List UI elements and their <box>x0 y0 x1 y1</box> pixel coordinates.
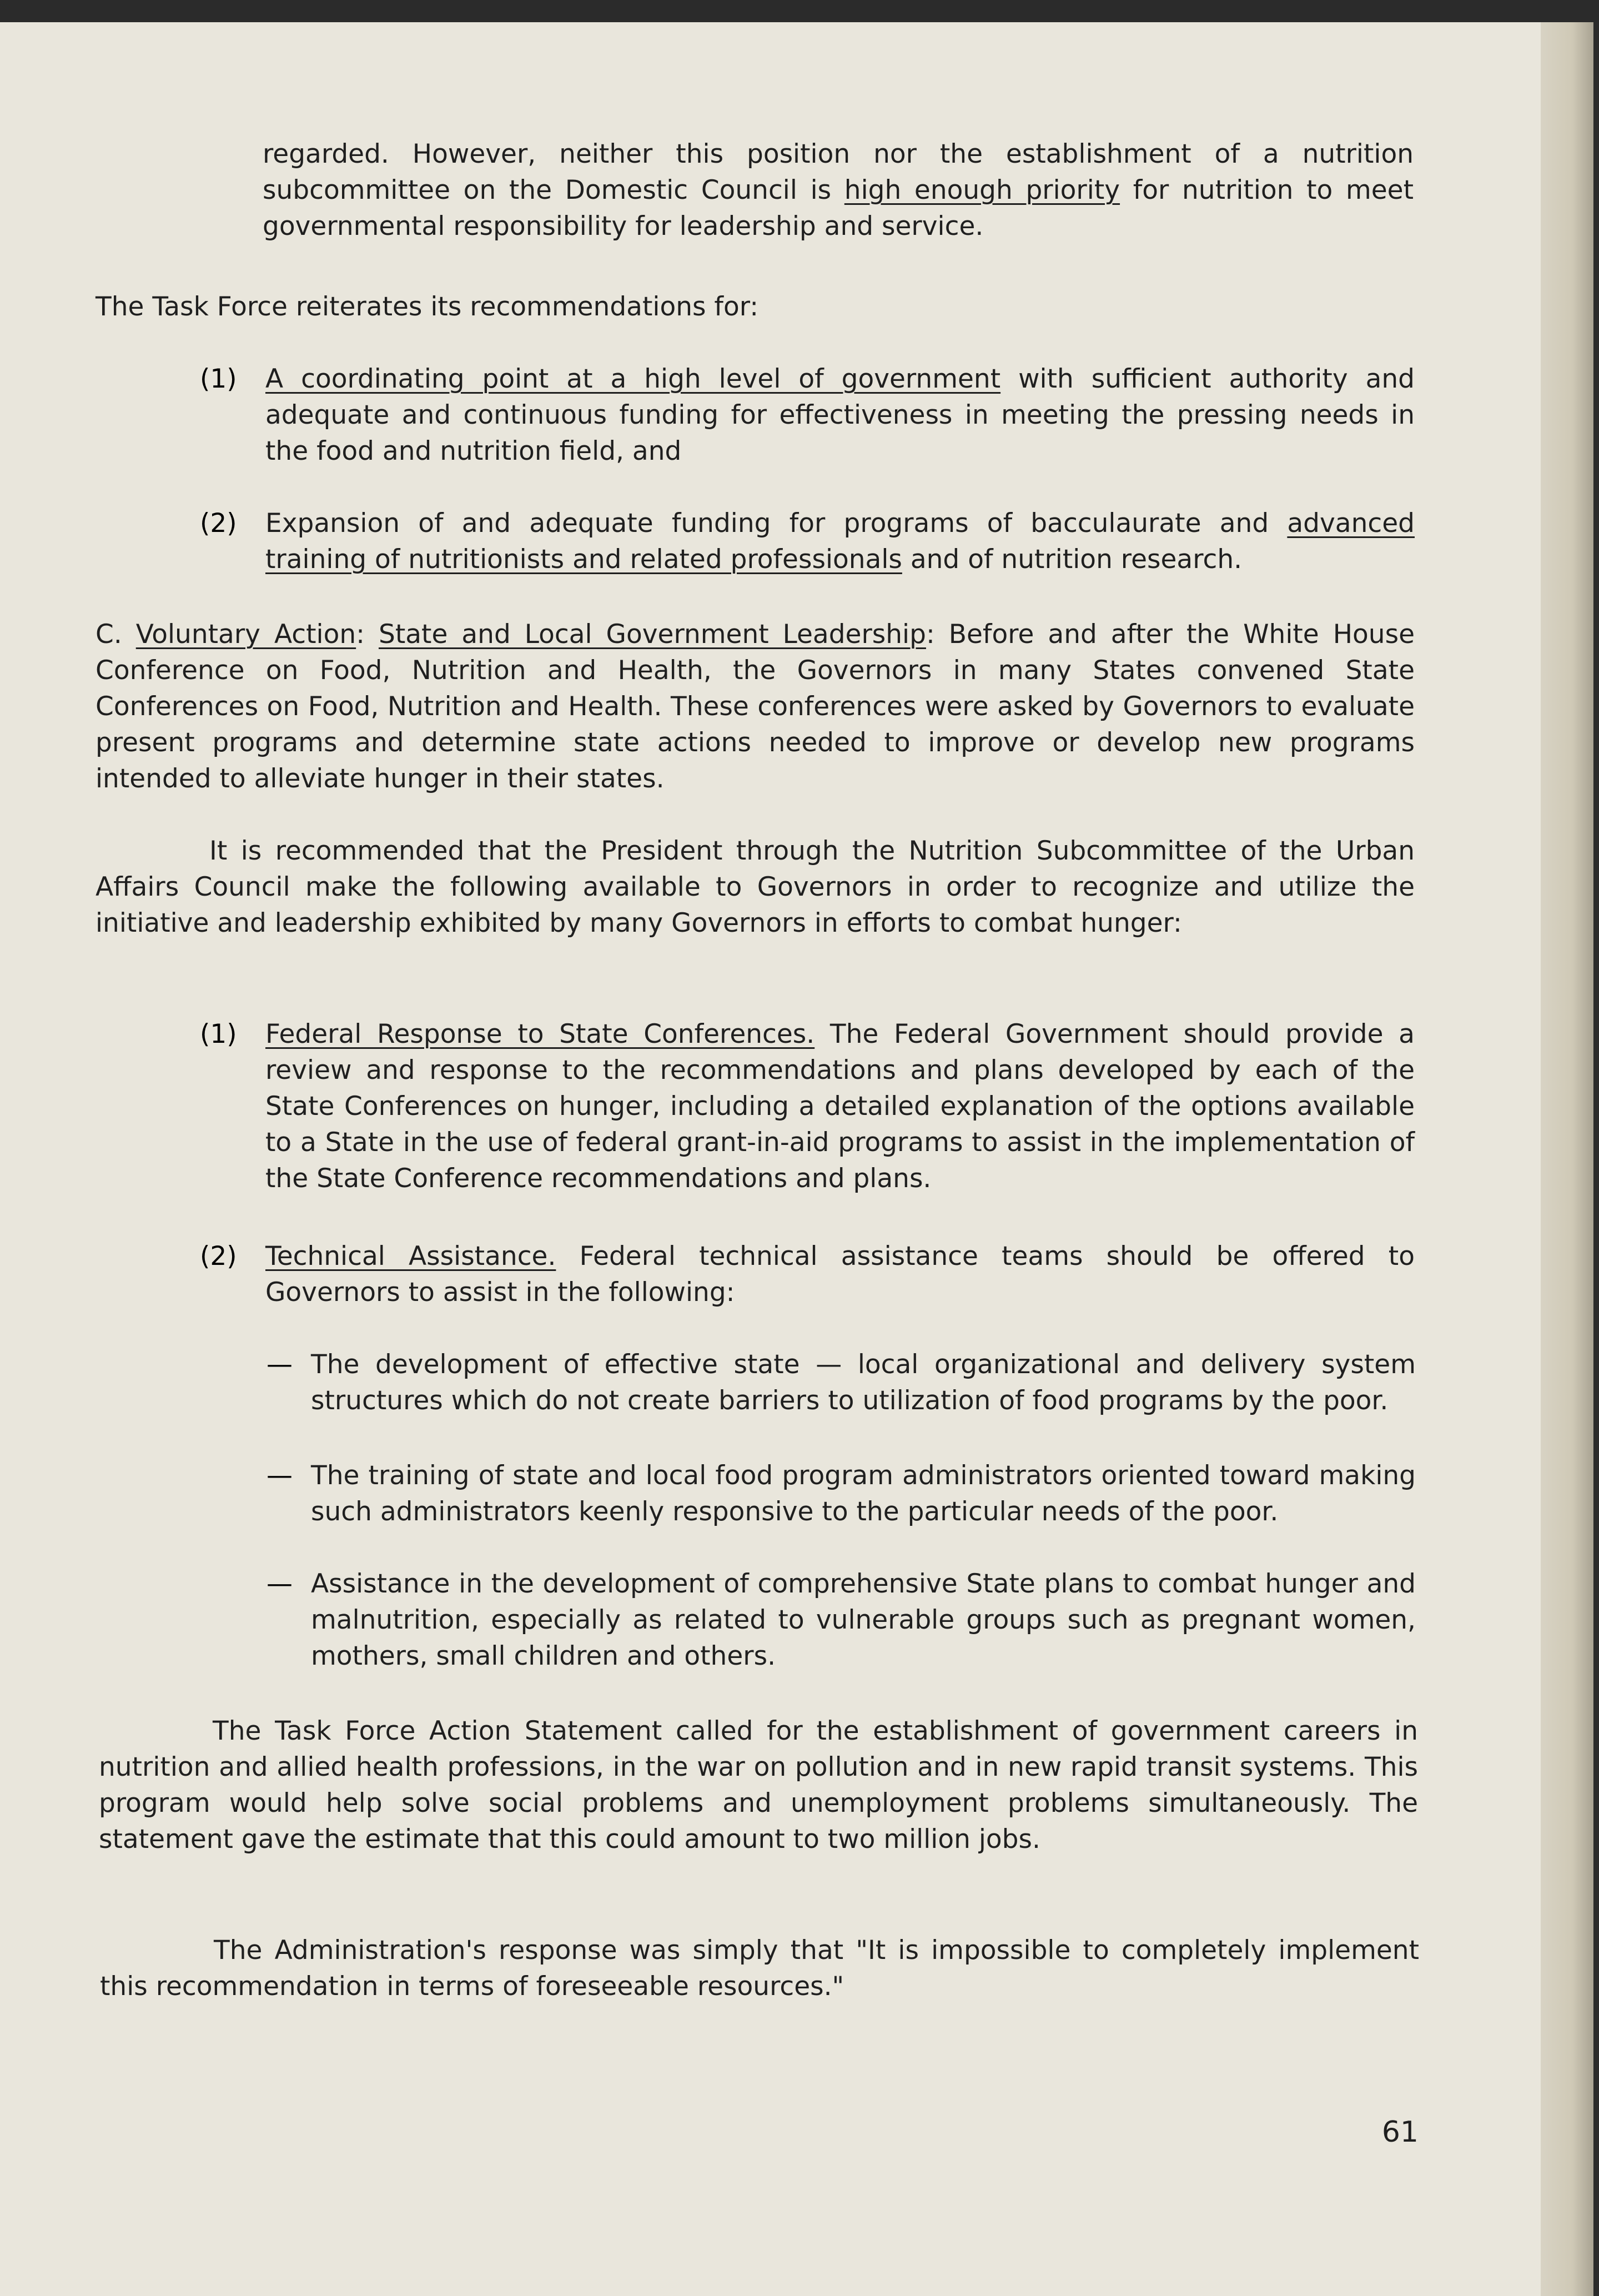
task-force-action-paragraph <box>99 1713 1418 1857</box>
item-number: (1) <box>200 1019 237 1049</box>
underlined-phrase: A coordinating point at a high level of government <box>265 364 1001 394</box>
dash-text: The development of effective state — local organizational and delivery system structures which do not create barriers to utilization of food programs by the poor. <box>311 1349 1416 1416</box>
underlined-phrase: advanced training of nutritionists and related professionals <box>265 508 1415 575</box>
paragraph-text: The Task Force Action Statement called for the establishment of government careers in nutrition and allied health professions, in the war on pollution and in new rapid transit systems. This program would help solve social problems and unemployment problems simultaneously. The statement gave the estimate that this could amount to two million jobs. <box>99 1716 1418 1855</box>
paragraph-text: regarded. However, neither this position nor the establishment of a nutrition subcommittee on the Domestic Council is <box>263 139 1414 205</box>
item-body: The Federal Government should provide a review and response to the recommendations and plans developed by each of the State Conferences on hunger, including a detailed explanation of the options available to a State in the use of federal grant-in-aid programs to assist in the implementation of the State Conference recommendations and plans. <box>265 1019 1415 1194</box>
item-body: Expansion of and adequate funding for programs of bacculaurate and <box>265 508 1288 539</box>
paragraph-text: for nutrition to meet governmental responsibility for leadership and service. <box>263 175 1414 242</box>
underlined-phrase: Technical Assistance. <box>265 1241 556 1272</box>
item-number: (2) <box>200 1241 237 1272</box>
underlined-phrase: Federal Response to State Conferences. <box>265 1019 815 1049</box>
task-force-intro: The Task Force reiterates its recommendations for: <box>95 292 759 322</box>
dash-bullet: — <box>266 1569 293 1599</box>
item-text <box>265 1238 1415 1310</box>
item-text <box>265 505 1415 577</box>
document-page <box>0 22 1549 2296</box>
separator: : <box>356 619 379 650</box>
item-body: Federal technical assistance teams should be offered to Governors to assist in the following: <box>265 1241 1415 1308</box>
item-number: (2) <box>200 508 237 539</box>
dash-bullet: — <box>266 1460 293 1491</box>
dash-text: The training of state and local food program administrators oriented toward making such administrators keenly responsive to the particular needs of the poor. <box>311 1460 1416 1527</box>
paragraph-text: The Administration's response was simply that "It is impossible to completely implement this recommendation in terms of foreseeable resources." <box>100 1935 1419 2002</box>
paragraph-continuation <box>263 136 1414 244</box>
item-body: and of nutrition research. <box>902 544 1243 575</box>
section-subheading: State and Local Government Leadership <box>378 619 926 650</box>
administration-response-paragraph <box>100 1932 1419 2004</box>
section-c-paragraph <box>95 616 1415 797</box>
item-body: with sufficient authority and adequate and continuous funding for effectiveness in meeting the pressing needs in the food and nutrition field, and <box>265 364 1415 466</box>
paragraph-text: : Before and after the White House Conference on Food, Nutrition and Health, the Governors in many States convened State Conferences on Food, Nutrition and Health. These conferences were asked by Governors to evaluate present programs and determine state actions needed to improve or develop new programs intended to alleviate hunger in their states. <box>95 619 1415 794</box>
section-heading: Voluntary Action <box>135 619 356 650</box>
recommendation-paragraph <box>95 833 1415 941</box>
dash-text: Assistance in the development of comprehensive State plans to combat hunger and malnutrition, especially as related to vulnerable groups such as pregnant women, mothers, small children and others. <box>311 1569 1416 1671</box>
item-text <box>265 1016 1415 1197</box>
page-edge <box>1541 22 1593 2296</box>
item-number: (1) <box>200 364 237 394</box>
page-number: 61 <box>1381 2116 1419 2149</box>
underlined-phrase: high enough priority <box>844 175 1120 205</box>
dash-bullet: — <box>266 1349 293 1380</box>
item-text <box>265 361 1415 469</box>
section-letter: C. <box>95 619 136 650</box>
paragraph-text: It is recommended that the President through the Nutrition Subcommittee of the Urban Affairs Council make the following available to Governors in order to recognize and utilize the initiative and leadership exhibited by many Governors in efforts to combat hunger: <box>95 836 1415 938</box>
